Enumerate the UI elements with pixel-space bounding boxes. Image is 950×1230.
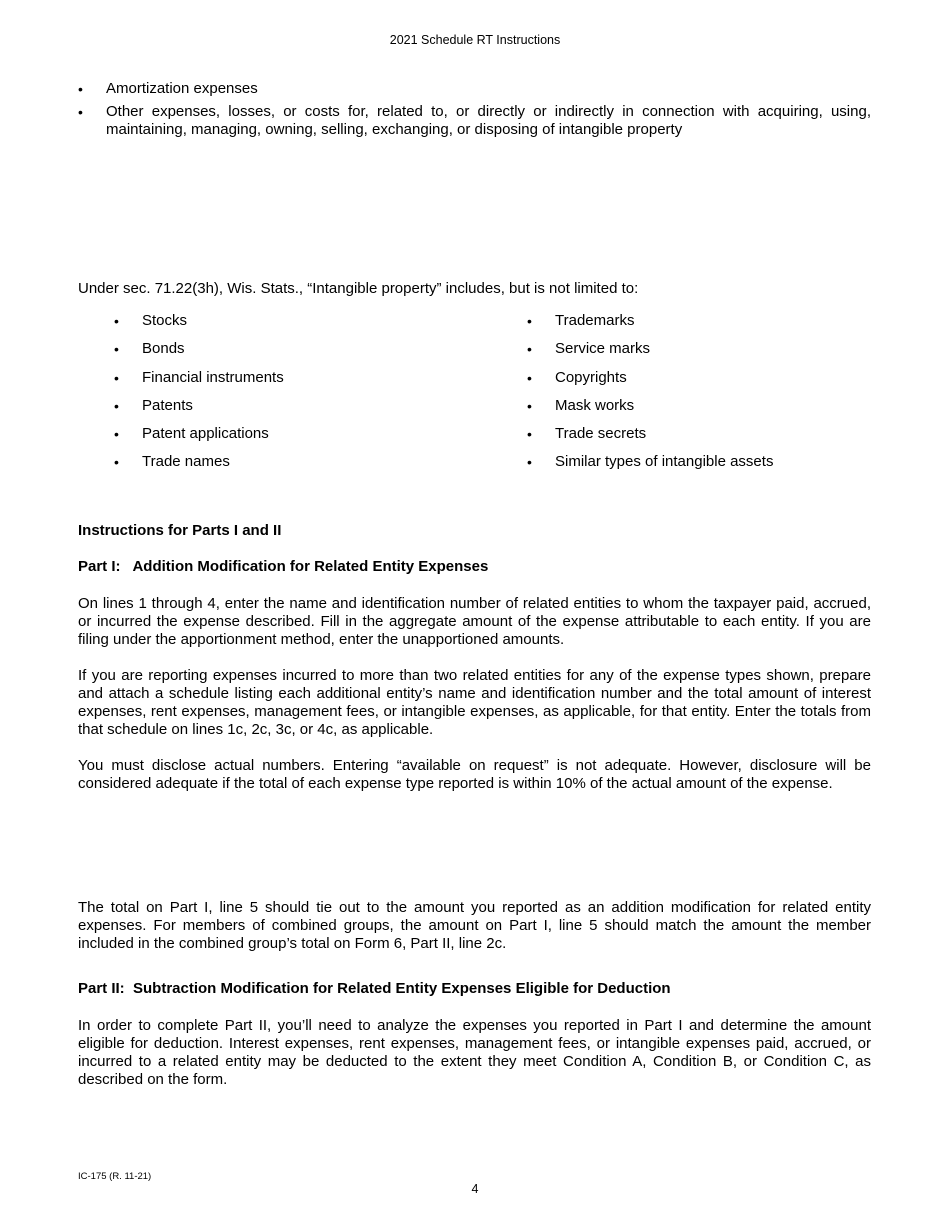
part1-heading: Part I: Addition Modification for Related Entity Expenses — [78, 558, 489, 575]
page-number: 4 — [471, 1182, 479, 1196]
bullet-icon: • — [527, 341, 532, 357]
part1-paragraph: You must disclose actual numbers. Entering “available on request” is not adequate. However, disclosure will be considered adequate if the total of each expense type reported is within 10% of the actual amount of the expense. — [78, 757, 871, 792]
intangible-intro: Under sec. 71.22(3h), Wis. Stats., “Intangible property” includes, but is not limited to: — [78, 280, 639, 297]
bullet-icon: • — [78, 81, 83, 97]
bullet-icon: • — [527, 398, 532, 414]
bullet-icon: • — [114, 454, 119, 470]
bullet-icon: • — [114, 398, 119, 414]
form-number: IC-175 (R. 11-21) — [78, 1171, 152, 1182]
bullet-icon: • — [527, 426, 532, 442]
instructions-heading: Instructions for Parts I and II — [78, 522, 282, 539]
bullet-icon: • — [527, 454, 532, 470]
page-header-title: 2021 Schedule RT Instructions — [389, 33, 561, 47]
bullet-text: Amortization expenses — [106, 80, 258, 97]
bullet-icon: • — [78, 104, 83, 120]
part1-paragraph: The total on Part I, line 5 should tie out to the amount you reported as an addition modification for related entity expenses. For members of combined groups, the amount on Part I, line 5 should match the amount the member included in the combined group’s total on Form 6, Part II, line 2c. — [78, 899, 871, 952]
part2-heading: Part II: Subtraction Modification for Related Entity Expenses Eligible for Deduction — [78, 980, 671, 997]
bullet-icon: • — [114, 341, 119, 357]
part1-paragraph: On lines 1 through 4, enter the name and identification number of related entities to whom the taxpayer paid, accrued, or incurred the expense described. Fill in the aggregate amount of the expense attributable to each entity. If you are filing under the apportionment method, enter the unapportioned amounts. — [78, 595, 871, 648]
part1-paragraph: If you are reporting expenses incurred to more than two related entities for any of the expense types shown, prepare and attach a schedule listing each additional entity’s name and identification number and the total amount of interest expenses, rent expenses, management fees, or intangible expenses, as applicable, for that entity. Enter the totals from that schedule on lines 1c, 2c, 3c, or 4c, as applicable. — [78, 667, 871, 738]
bullet-icon: • — [527, 370, 532, 386]
bullet-icon: • — [114, 370, 119, 386]
bullet-item — [78, 103, 873, 139]
bullet-icon: • — [527, 313, 532, 329]
bullet-text: Other expenses, losses, or costs for, related to, or directly or indirectly in connection with acquiring, using, maintaining, managing, owning, selling, exchanging, or disposing of intangible property — [106, 103, 871, 138]
bullet-icon: • — [114, 426, 119, 442]
bullet-icon: • — [114, 313, 119, 329]
part2-paragraph: In order to complete Part II, you’ll need to analyze the expenses you reported in Part I and determine the amount eligible for deduction. Interest expenses, rent expenses, management fees, or intangible expenses paid, accrued, or incurred to a related entity may be deducted to the extent they meet Condition A, Condition B, or Condition C, as described on the form. — [78, 1017, 871, 1088]
